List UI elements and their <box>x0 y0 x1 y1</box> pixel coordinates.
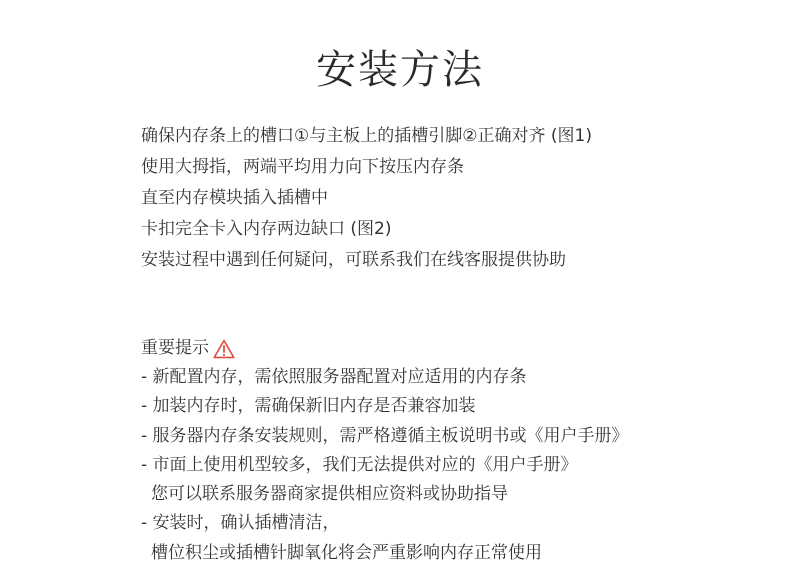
step-item: 确保内存条上的槽口①与主板上的插槽引脚②正确对齐 (图1) <box>141 126 592 146</box>
notes-heading-label: 重要提示 <box>141 338 209 358</box>
step-item: 安装过程中遇到任何疑问，可联系我们在线客服提供协助 <box>141 250 566 270</box>
notes-list <box>141 363 629 568</box>
notes-heading <box>141 334 629 363</box>
note-item-continuation: 槽位积尘或插槽针脚氧化将会严重影响内存正常使用 <box>151 542 542 563</box>
install-steps <box>141 121 592 276</box>
important-notes <box>141 334 629 568</box>
step-item: 使用大拇指，两端平均用力向下按压内存条 <box>141 157 464 177</box>
note-item: - 加装内存时，需确保新旧内存是否兼容加装 <box>141 396 476 417</box>
step-item: 卡扣完全卡入内存两边缺口 (图2) <box>141 219 392 239</box>
step-item: 直至内存模块插入插槽中 <box>141 188 328 208</box>
warning-icon <box>213 339 235 359</box>
note-item: - 服务器内存条安装规则，需严格遵循主板说明书或《用户手册》 <box>141 425 629 446</box>
note-item: - 新配置内存，需依照服务器配置对应适用的内存条 <box>141 367 527 387</box>
page-title: 安装方法 <box>316 47 484 93</box>
note-item: - 市面上使用机型较多，我们无法提供对应的《用户手册》 <box>141 454 578 475</box>
note-item-continuation: 您可以联系服务器商家提供相应资料或协助指导 <box>151 484 508 505</box>
note-item: - 安装时，确认插槽清洁， <box>141 513 340 534</box>
